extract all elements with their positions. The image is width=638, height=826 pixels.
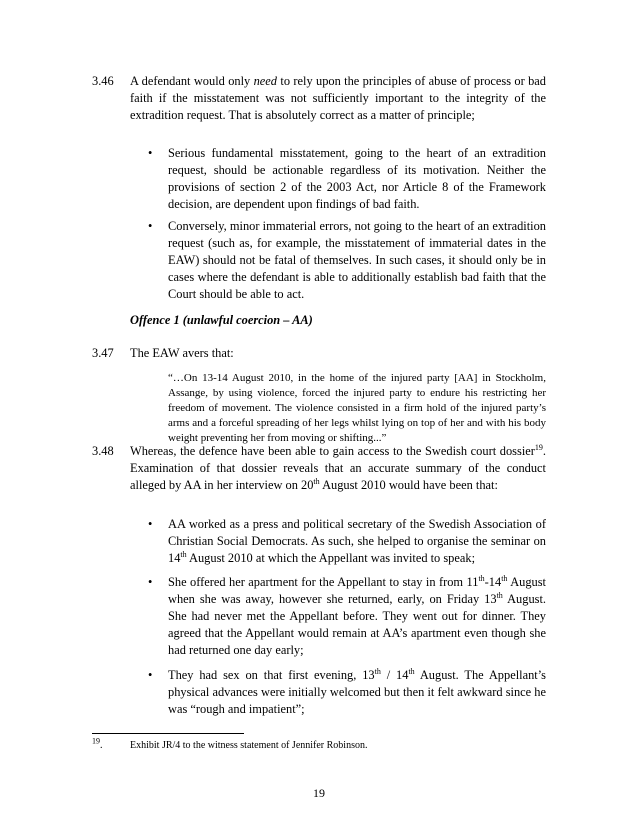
paragraph-text: The EAW avers that: — [130, 346, 234, 360]
paragraph-number: 3.46 — [92, 74, 114, 88]
bullet-icon: • — [148, 146, 153, 160]
paragraph-number: 3.48 — [92, 444, 114, 458]
bullet-item: • They had sex on that first evening, 13th / 14th August. The Appellant’s physical advances were initially welcomed but then it felt awkward since he was “rough and impatient”; — [148, 666, 546, 716]
footnote-number: $^{19}$. — [92, 736, 103, 751]
paragraph-3-48 — [92, 443, 546, 494]
bullet-icon: • — [148, 517, 153, 531]
bullet-icon: • — [148, 668, 153, 682]
bullet-icon: • — [148, 575, 153, 589]
footnote-divider — [92, 733, 244, 734]
paragraph-3-46 — [92, 73, 546, 124]
paragraph-text: Whereas, the defence have been able to gain access to the Swedish court dossier$^{19}$. Examination of that dossier reveals that an accurate summary of the conduct alleged by AA in her interview on 20th August 2010 would have been that: — [130, 442, 546, 492]
paragraph-text: A defendant would only need to rely upon the principles of abuse of process or bad faith if the misstatement was not sufficiently important to the integrity of the extradition request. That is absolutely correct as a matter of principle; — [130, 74, 546, 122]
footnote-text: Exhibit JR/4 to the witness statement of Jennifer Robinson. — [130, 740, 368, 751]
paragraph-number: 3.47 — [92, 346, 114, 360]
bullet-item: • Conversely, minor immaterial errors, not going to the heart of an extradition request (such as, for example, the misstatement of immaterial dates in the EAW) should not be fatal of themselves. In such cases, it should only be in cases where the defendant is able to additionally establish bad faith that the Court should be able to act. — [148, 219, 546, 301]
block-quote: “…On 13-14 August 2010, in the home of the injured party [AA] in Stockholm, Assange, by using violence, forced the injured party to endure his restricting her freedom of movement. The violence consisted in a firm hold of the injured party’s arms and a forceful spreading of her legs whilst lying on top of her and with his body weight preventing her from moving or shifting...” — [168, 372, 546, 444]
paragraph-3-47 — [92, 345, 546, 362]
footnote-ref[interactable]: 19 — [534, 442, 543, 452]
bullet-item: • AA worked as a press and political secretary of the Swedish Association of Christian Social Democrats. As such, she helped to organise the seminar on 14th August 2010 at which the Appellant was invited to speak; — [148, 517, 546, 565]
section-heading: Offence 1 (unlawful coercion – AA) — [130, 313, 313, 327]
bullet-item: • Serious fundamental misstatement, going to the heart of an extradition request, should be actionable regardless of its motivation. Neither the provisions of section 2 of the 2003 Act, nor Article 8 of the Framework decision, are dependent upon findings of bad faith. — [148, 146, 546, 211]
bullet-item: • She offered her apartment for the Appellant to stay in from 11th-14th August when she was away, however she returned, early, on Friday 13th August. She had never met the Appellant before. They went out for dinner. They agreed that the Appellant would remain at AA’s apartment even though she had returned one day early; — [148, 573, 547, 657]
page-number: 19 — [313, 786, 325, 800]
emphasis: need — [253, 74, 277, 88]
bullet-icon: • — [148, 219, 153, 233]
